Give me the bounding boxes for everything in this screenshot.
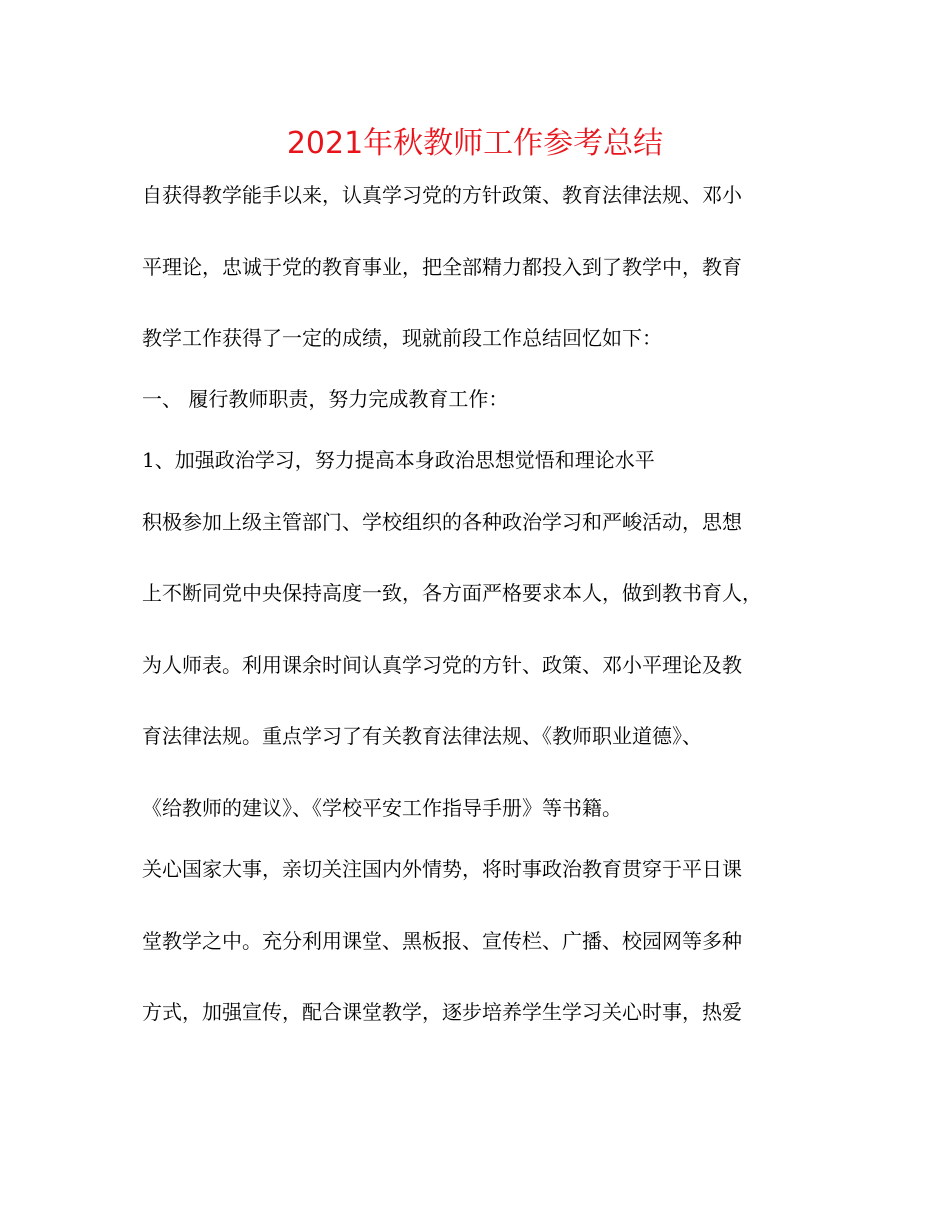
paragraph-line: 为人师表。利用课余时间认真学习党的方针、政策、邓小平理论及教 bbox=[142, 653, 742, 677]
section-heading: 一、 履行教师职责，努力完成教育工作： bbox=[142, 387, 509, 411]
paragraph-line: 自获得教学能手以来，认真学习党的方针政策、教育法律法规、邓小 bbox=[142, 183, 742, 207]
document-title: 2021年秋教师工作参考总结 bbox=[286, 126, 664, 161]
paragraph-line: 积极参加上级主管部门、学校组织的各种政治学习和严峻活动，思想 bbox=[142, 510, 742, 534]
paragraph-line: 教学工作获得了一定的成绩，现就前段工作总结回忆如下： bbox=[142, 326, 662, 350]
paragraph-line: 平理论，忠诚于党的教育事业，把全部精力都投入到了教学中，教育 bbox=[142, 255, 742, 279]
paragraph-line: 方式，加强宣传，配合课堂教学，逐步培养学生学习关心时事，热爱 bbox=[142, 1000, 742, 1024]
paragraph-line: 关心国家大事，亲切关注国内外情势，将时事政治教育贯穿于平日课 bbox=[142, 857, 742, 881]
paragraph-line: 上不断同党中央保持高度一致，各方面严格要求本人，做到教书育人， bbox=[142, 581, 762, 605]
paragraph-line: 《给教师的建议》、《学校平安工作指导手册》等书籍。 bbox=[142, 796, 622, 820]
paragraph-line: 堂教学之中。充分利用课堂、黑板报、宣传栏、广播、校园网等多种 bbox=[142, 929, 742, 953]
subsection-heading: 1、加强政治学习，努力提高本身政治思想觉悟和理论水平 bbox=[142, 448, 655, 472]
paragraph-line: 育法律法规。重点学习了有关教育法律法规、《教师职业道德》、 bbox=[142, 724, 702, 748]
